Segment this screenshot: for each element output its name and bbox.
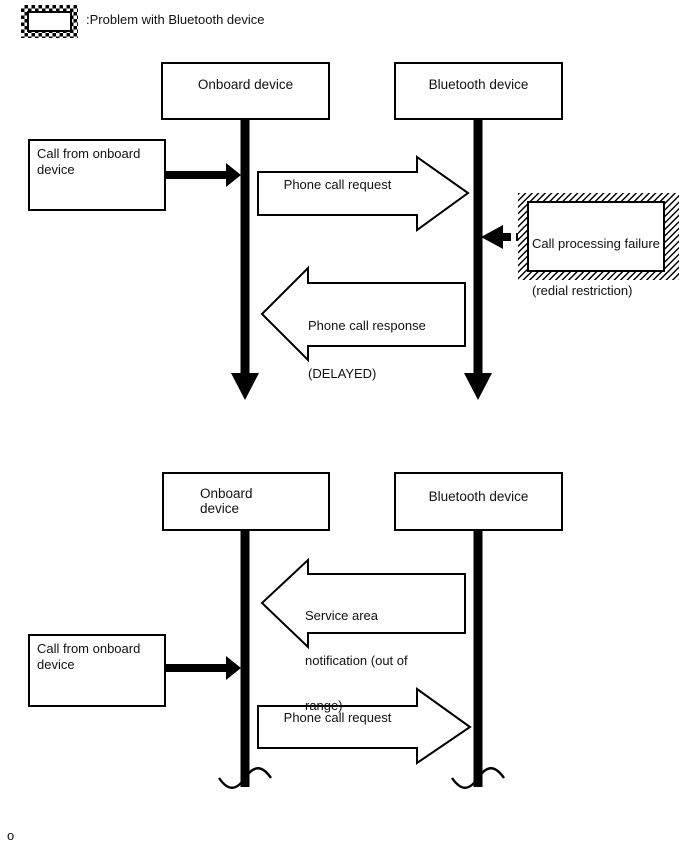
failure-line2: (redial restriction)	[532, 282, 633, 298]
bottom-onboard-device-box	[162, 472, 330, 531]
top-response-line1: Phone call response	[308, 318, 426, 333]
service-area-line2: notification (out of	[305, 653, 408, 668]
top-call-from-box	[28, 139, 166, 211]
top-onboard-device-box	[161, 62, 330, 120]
top-request-label: Phone call request	[283, 177, 392, 192]
bottom-onboard-device-line1: Onboard	[200, 486, 253, 501]
bottom-call-from-arrowhead-icon	[226, 656, 241, 680]
problem-pattern-swatch-icon	[21, 5, 78, 38]
top-call-from-line2: device	[37, 162, 75, 177]
failure-text	[532, 205, 660, 329]
top-call-from-arrowhead-icon	[226, 163, 241, 187]
failure-hazard-frame	[518, 193, 679, 298]
top-onboard-device-label: Onboard device	[197, 77, 294, 92]
top-bluetooth-device-box	[394, 62, 563, 120]
top-request-block-arrow	[258, 157, 468, 230]
bottom-call-from-line1: Call from onboard	[37, 641, 141, 656]
top-bluetooth-lifeline-arrowhead-icon	[464, 373, 492, 400]
failure-line1: Call processing failure	[532, 236, 660, 251]
service-area-line3: range)	[305, 698, 343, 713]
problem-pattern-swatch-inner	[27, 11, 72, 32]
bottom-bluetooth-device-label: Bluetooth device	[428, 489, 529, 504]
top-bluetooth-device-label: Bluetooth device	[428, 77, 529, 92]
bottom-call-from-line2: device	[37, 657, 75, 672]
bottom-bluetooth-device-box	[394, 472, 563, 531]
top-call-from-line1: Call from onboard	[37, 146, 141, 161]
top-onboard-lifeline-arrowhead-icon	[231, 373, 259, 400]
bottom-request-label: Phone call request	[283, 710, 392, 725]
legend-label: :Problem with Bluetooth device	[86, 12, 265, 27]
failure-arrowhead-icon	[481, 225, 503, 249]
bottom-onboard-device-line2: device	[200, 501, 240, 516]
top-response-label	[308, 286, 426, 414]
page-marker: o	[7, 828, 15, 843]
top-response-line2: (DELAYED)	[308, 366, 377, 381]
service-area-line1: Service area	[305, 608, 378, 623]
bottom-call-from-box	[28, 634, 166, 707]
